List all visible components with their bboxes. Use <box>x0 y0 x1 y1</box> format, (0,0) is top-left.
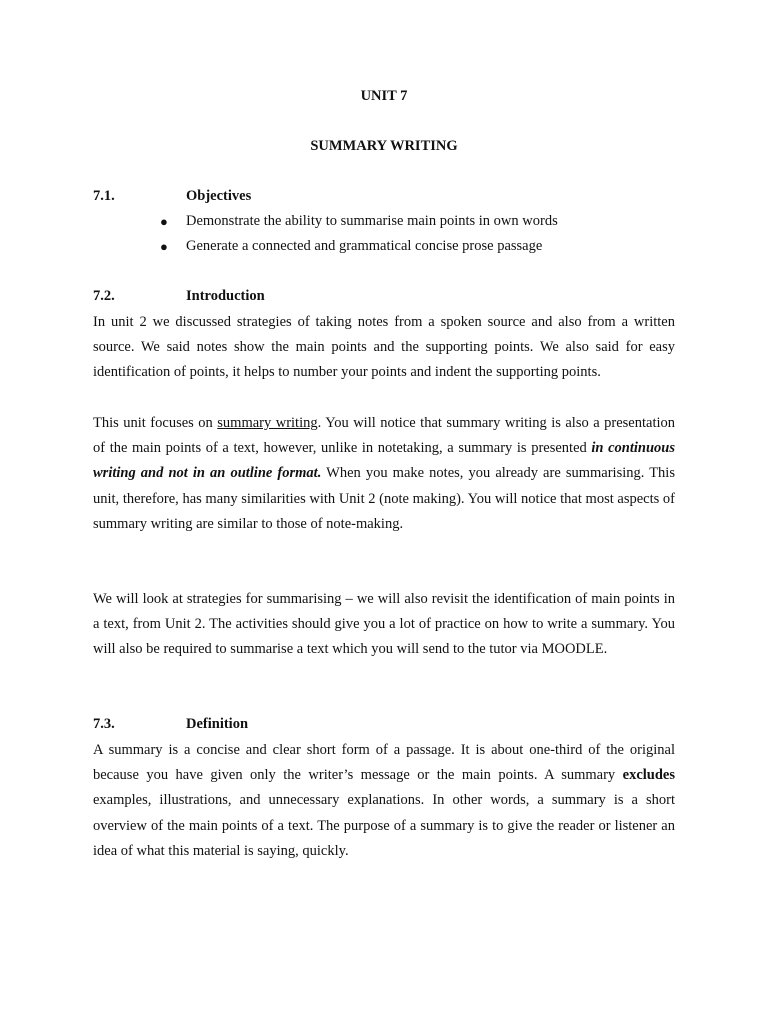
list-item <box>160 209 558 234</box>
section-introduction-heading <box>93 284 675 309</box>
objective-text: Generate a connected and grammatical concise prose passage <box>186 238 543 254</box>
unit-subtitle: SUMMARY WRITING <box>310 138 458 154</box>
definition-paragraph <box>93 738 675 864</box>
emphasis-text: in continuous writing and not in an outline format. <box>93 440 675 482</box>
paragraph-text: A summary is a concise and clear short form of a passage. It is about one-third of the original because you have given only the writer’s message or the main points. A summary <box>93 742 675 784</box>
paragraph-text: examples, illustrations, and unnecessary explanations. In other words, a summary is a short overview of the main points of a text. The purpose of a summary is to give the reader or listener an idea of what this material is saying, quickly. <box>93 792 675 859</box>
introduction-paragraph-3: We will look at strategies for summarising – we will also revisit the identification of main points in a text, from Unit 2. The activities should give you a lot of practice on how to write a summary. You will also be required to summarise a text which you will send to the tutor via MOODLE. <box>93 591 675 658</box>
section-title: Definition <box>186 716 249 732</box>
section-objectives-heading <box>93 184 675 209</box>
paragraph-text: . You will notice that summary writing is also a presentation of the main points of a text, however, unlike in notetaking, a summary is presented <box>93 415 676 457</box>
section-number: 7.3. <box>93 716 115 732</box>
list-item <box>160 234 558 259</box>
bullet-icon: ● <box>160 239 168 254</box>
section-definition-heading <box>93 712 675 737</box>
section-title: Introduction <box>186 288 265 304</box>
unit-title: UNIT 7 <box>360 88 408 104</box>
introduction-paragraph-2 <box>93 411 675 537</box>
section-number: 7.1. <box>93 188 115 204</box>
underlined-term: summary writing <box>217 415 318 431</box>
paragraph-text: When you make notes, you already are summarising. This unit, therefore, has many similarities with Unit 2 (note making). You will notice that most aspects of summary writing are similar to those of note-making. <box>93 465 675 532</box>
bullet-icon: ● <box>160 214 168 229</box>
introduction-paragraph-1: In unit 2 we discussed strategies of taking notes from a spoken source and also from a written source. We said notes show the main points and the supporting points. We also said for easy identification of points, it helps to number your points and indent the supporting points. <box>93 314 675 381</box>
section-number: 7.2. <box>93 288 115 304</box>
section-title: Objectives <box>186 188 252 204</box>
bold-term: excludes <box>622 767 675 784</box>
paragraph-text: This unit focuses on <box>93 415 218 431</box>
objective-text: Demonstrate the ability to summarise main points in own words <box>186 213 558 229</box>
objectives-list <box>160 209 558 259</box>
